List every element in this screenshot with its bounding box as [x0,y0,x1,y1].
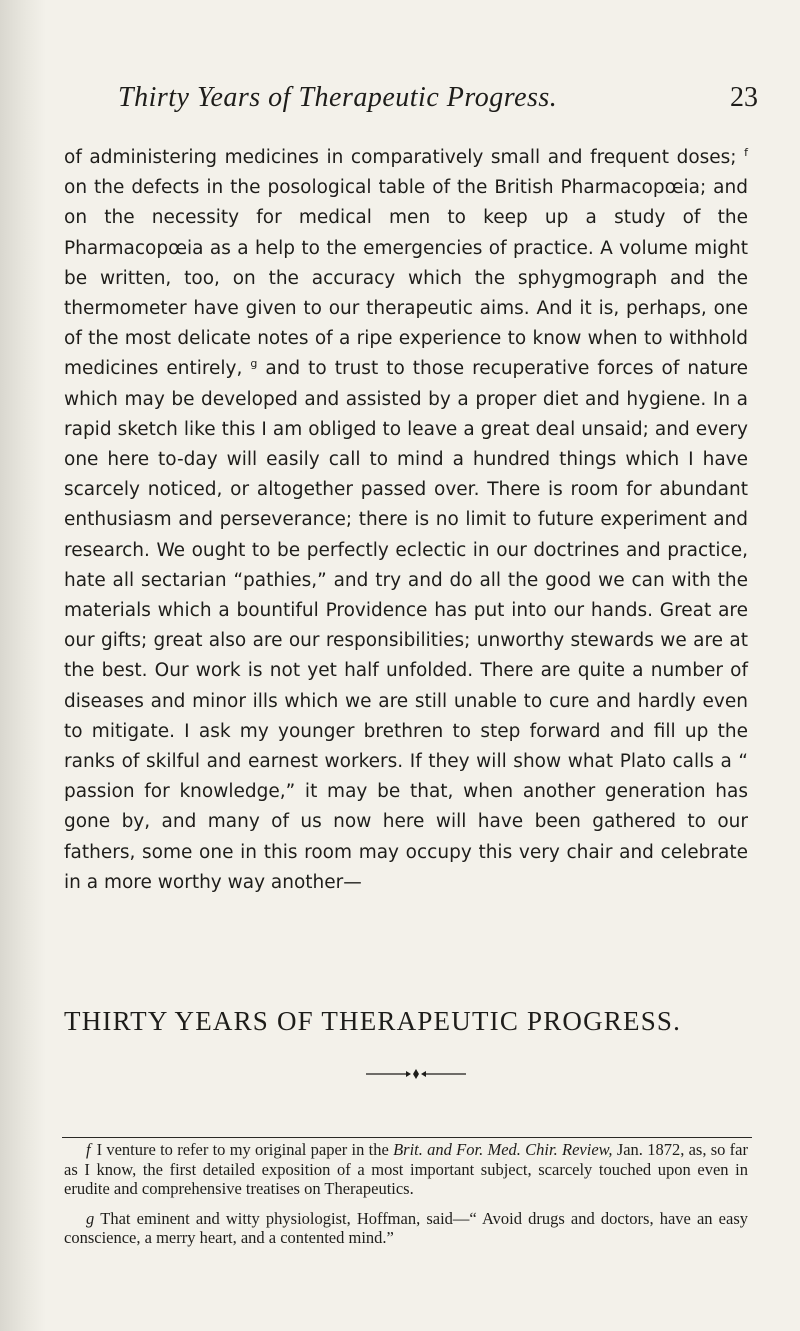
body-text-part-1: of administering medicines in comparatively small and frequent doses; [64,147,737,168]
page-number: 23 [730,82,758,113]
footnote-g [64,1209,748,1248]
footnote-ref-f[interactable]: f [744,145,748,159]
body-text-part-3: and to trust to those recuperative forces of nature which may be developed and assisted by a proper diet and hygiene. In a rapid sketch like this I am obliged to leave a great deal unsaid; and every one here to-day will easily call to mind a hundred things which I have scarcely noticed, or altogether passed over. There is room for abundant enthusiasm and perseverance; there is no limit to future experiment and research. We ought to be perfectly eclectic in our doctrines and practice, hate all sectarian “pathies,” and try and do all the good we can with the materials which a bountiful Providence has put into our hands. Great are our gifts; great also are our responsibilities; unworthy stewards we are at the best. Our work is not yet half unfolded. There are quite a number of diseases and minor ills which we are still unable to cure and hardly even to mitigate. I ask my younger brethren to step forward and fill up the ranks of skilful and earnest workers. If they will show what Plato calls a “ passion for knowledge,” it may be that, when another generation has gone by, and many of us now here will have been gathered to our fathers, some one in this room may occupy this very chair and celebrate in a more worthy way another— [64,358,748,893]
footnote-text: That eminent and witty physiologist, Hoffman, said—“ Avoid drugs and doctors, have an easy conscience, a merry heart, and a contented mind.” [64,1208,748,1247]
running-title: Thirty Years of Therapeutic Progress. [118,82,558,113]
section-ornament-icon [366,1067,466,1081]
page-header [118,82,758,122]
footnotes [64,1140,748,1258]
footnote-ref-g[interactable]: g [250,357,258,371]
journal-title: Brit. and For. Med. Chir. Review, [393,1140,613,1159]
footnote-f [64,1140,748,1199]
footnote-text: I venture to refer to my original paper in the [96,1140,394,1159]
footnote-marker: g [86,1208,95,1228]
page-gutter-shadow [0,0,46,1331]
footnote-divider [62,1137,752,1138]
closing-title: THIRTY YEARS OF THERAPEUTIC PROGRESS. [64,1006,682,1036]
body-paragraph [64,143,748,898]
footnote-marker: f [86,1140,91,1159]
body-text-part-2: on the defects in the posological table of the British Pharmacopœia; and on the necessity for medical men to keep up a study of the Pharmacopœia as a help to the emergencies of practice. A volume might be written, too, on the accuracy which the sphygmograph and the thermometer have given to our therapeutic aims. And it is, perhaps, one of the most delicate notes of a ripe experience to know when to withhold medicines entirely, [64,177,748,380]
footnote-text: Jan. 1872, as, so far as I know, the first detailed exposition of a most important subject, scarcely touched upon even in erudite and comprehensive treatises on Therapeutics. [64,1140,748,1198]
